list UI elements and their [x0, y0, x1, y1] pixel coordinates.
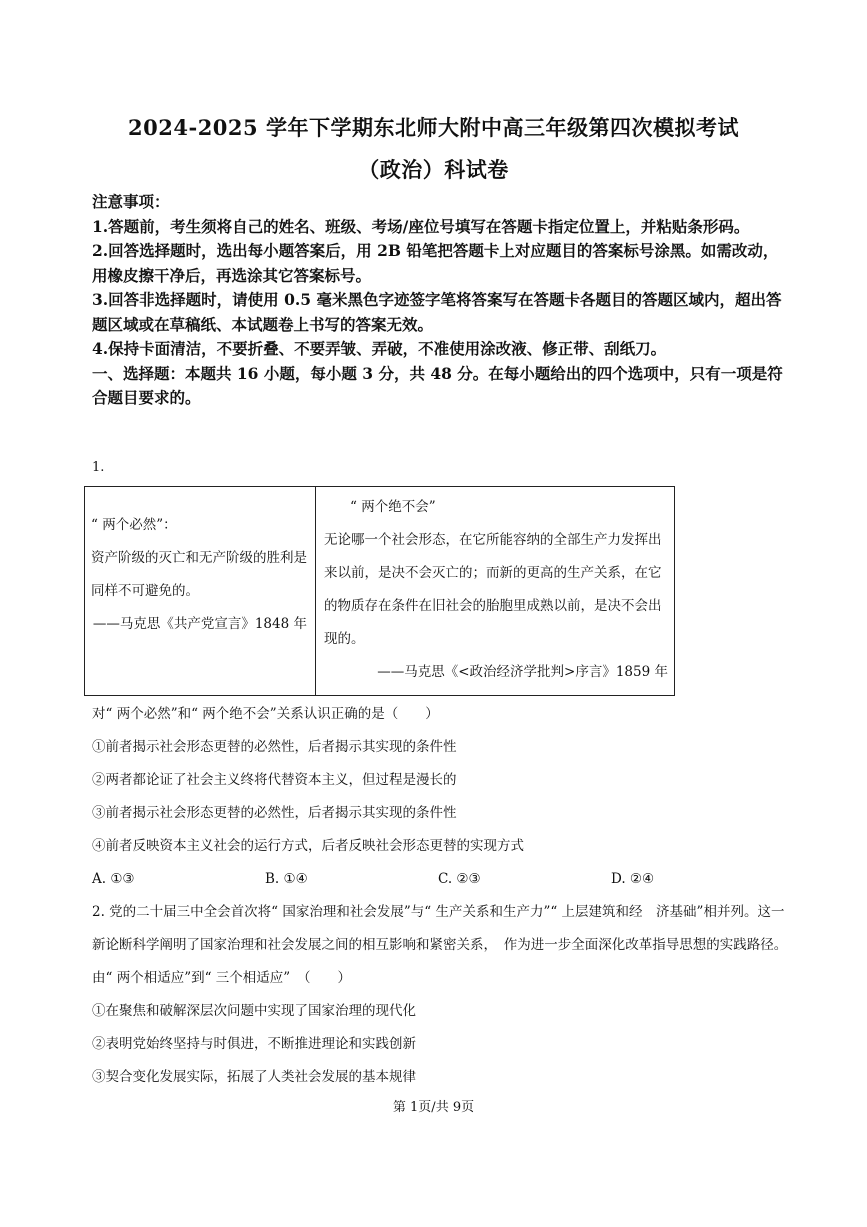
table-cell-right — [316, 487, 675, 696]
option-a: A. ①③ — [92, 871, 135, 887]
right-source: ——马克思《<政治经济学批判>序言》1859 年 — [377, 664, 668, 680]
instruction-item: 2.回答选择题时，选出每小题答案后，用 2B 铅笔把答题卡上对应题目的答案标号涂黑。如需改动，用橡皮擦干净后，再选涂其它答案标号。 — [92, 241, 779, 285]
question-1-number: 1. — [92, 460, 105, 475]
instructions — [92, 190, 792, 411]
exam-subtitle: （政治）科试卷 — [358, 157, 509, 182]
exam-title: 2024-2025 学年下学期东北师大附中高三年级第四次模拟考试 — [128, 115, 739, 140]
statement-item: ③前者揭示社会形态更替的必然性，后者揭示其实现的条件性 — [92, 805, 457, 821]
page-number: 第 1页/共 9页 — [392, 1100, 475, 1115]
instruction-item: 3.回答非选择题时，请使用 0.5 毫米黑色字迹签字笔将答案写在答题卡各题目的答题区域内，超出答题区域或在草稿纸、本试题卷上书写的答案无效。 — [92, 290, 782, 334]
question-1-body — [92, 698, 792, 1094]
instruction-item: 4.保持卡面清洁，不要折叠、不要弄皱、弄破，不准使用涂改液、修正带、刮纸刀。 — [92, 339, 667, 358]
statement-item: ④前者反映资本主义社会的运行方式，后者反映社会形态更替的实现方式 — [92, 838, 524, 854]
option-c: C. ②③ — [438, 871, 481, 887]
left-source: ——马克思《共产党宣言》1848 年 — [92, 616, 307, 632]
statement-item: ①在聚焦和破解深层次问题中实现了国家治理的现代化 — [92, 1003, 416, 1019]
right-text: 无论哪一个社会形态，在它所能容纳的全部生产力发挥出来以前，是决不会灭亡的；而新的更高的生产关系，在它的物质存在条件在旧社会的胎胞里成熟以前，是决不会出现的。 — [324, 532, 662, 647]
left-title: “ 两个必然”： — [91, 517, 177, 533]
statement-item: ②表明党始终坚持与时俱进，不断推进理论和实践创新 — [92, 1036, 416, 1052]
option-b: B. ①④ — [265, 871, 308, 887]
right-title: “ 两个绝不会” — [350, 499, 436, 515]
question-stem: 对“ 两个必然”和“ 两个绝不会”关系认识正确的是（ ） — [92, 706, 439, 722]
section-heading: 一、选择题：本题共 16 小题，每小题 3 分，共 48 分。在每小题给出的四个选项中，只有一项是符合题目要求的。 — [92, 363, 783, 407]
comparison-table — [84, 486, 675, 696]
statement-item: ①前者揭示社会形态更替的必然性，后者揭示其实现的条件性 — [92, 739, 457, 755]
statement-item: ③契合变化发展实际，拓展了人类社会发展的基本规律 — [92, 1069, 416, 1085]
statement-item: ②两者都论证了社会主义终将代替资本主义，但过程是漫长的 — [92, 772, 457, 788]
question-2-stem: 2. 党的二十届三中全会首次将“ 国家治理和社会发展”与“ 生产关系和生产力”“ 上层建筑和经 济基础”相并列。这一新论断科学阐明了国家治理和社会发展之间的相互影响和紧密关系， 作为进一步全面深化改革指导思想的实践路径。由“ 两个相适应”到“ 三个相适应” （ ） — [92, 904, 788, 986]
instruction-item: 1.答题前，考生须将自己的姓名、班级、考场/座位号填写在答题卡指定位置上，并粘贴条形码。 — [92, 216, 750, 236]
answer-options — [92, 863, 792, 896]
left-text: 资产阶级的灭亡和无产阶级的胜利是同样不可避免的。 — [91, 550, 307, 599]
option-d: D. ②④ — [611, 871, 655, 887]
instructions-heading: 注意事项： — [92, 192, 170, 211]
table-cell-left — [85, 487, 316, 696]
